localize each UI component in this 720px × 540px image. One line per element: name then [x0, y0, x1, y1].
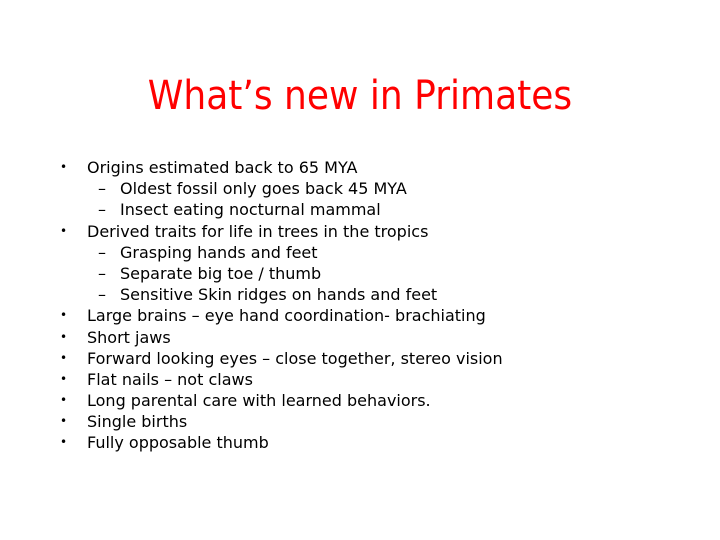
list-item: [0, 327, 720, 348]
bullet-icon: •: [60, 393, 68, 408]
list-item-text: Single births: [87, 412, 188, 432]
sub-list-item-text: Separate big toe / thumb: [120, 263, 322, 283]
dash-icon: –: [98, 285, 106, 305]
bullet-icon: •: [60, 350, 68, 365]
list-item: [0, 432, 720, 453]
sub-list-item: [0, 263, 720, 284]
list-item: [0, 157, 720, 178]
list-item-text: Flat nails – not claws: [87, 369, 253, 389]
list-item-text: Large brains – eye hand coordination- brachiating: [87, 306, 486, 326]
sub-list-item: [0, 178, 720, 199]
sub-list-item: [0, 199, 720, 220]
slide-title: What’s new in Primates: [147, 73, 573, 119]
bullet-icon: •: [60, 308, 68, 323]
list-item: [0, 348, 720, 369]
bullet-icon: •: [60, 329, 68, 344]
bullet-list: [0, 157, 720, 454]
dash-icon: –: [98, 263, 106, 283]
sub-list-item-text: Oldest fossil only goes back 45 MYA: [120, 179, 407, 199]
list-item-text: Fully opposable thumb: [87, 433, 269, 453]
list-item-text: Forward looking eyes – close together, stereo vision: [87, 348, 503, 368]
dash-icon: –: [98, 200, 106, 220]
list-item: [0, 411, 720, 432]
bullet-icon: •: [60, 223, 68, 238]
bullet-icon: •: [60, 414, 68, 429]
list-item-text: Long parental care with learned behaviors.: [87, 391, 431, 411]
list-item-text: Short jaws: [87, 327, 171, 347]
sub-list-item: [0, 284, 720, 305]
list-item: [0, 369, 720, 390]
sub-list-item-text: Insect eating nocturnal mammal: [120, 200, 381, 220]
dash-icon: –: [98, 242, 106, 262]
bullet-icon: •: [60, 160, 68, 174]
bullet-icon: •: [60, 435, 68, 450]
list-item: [0, 390, 720, 411]
list-item-text: Origins estimated back to 65 MYA: [87, 158, 358, 177]
sub-list-item-text: Grasping hands and feet: [120, 242, 318, 262]
list-item-text: Derived traits for life in trees in the tropics: [87, 221, 429, 241]
list-item: [0, 221, 720, 242]
dash-icon: –: [98, 179, 106, 199]
sub-list-item: [0, 242, 720, 263]
list-item: [0, 305, 720, 326]
sub-list-item-text: Sensitive Skin ridges on hands and feet: [120, 285, 438, 305]
bullet-icon: •: [60, 371, 68, 386]
